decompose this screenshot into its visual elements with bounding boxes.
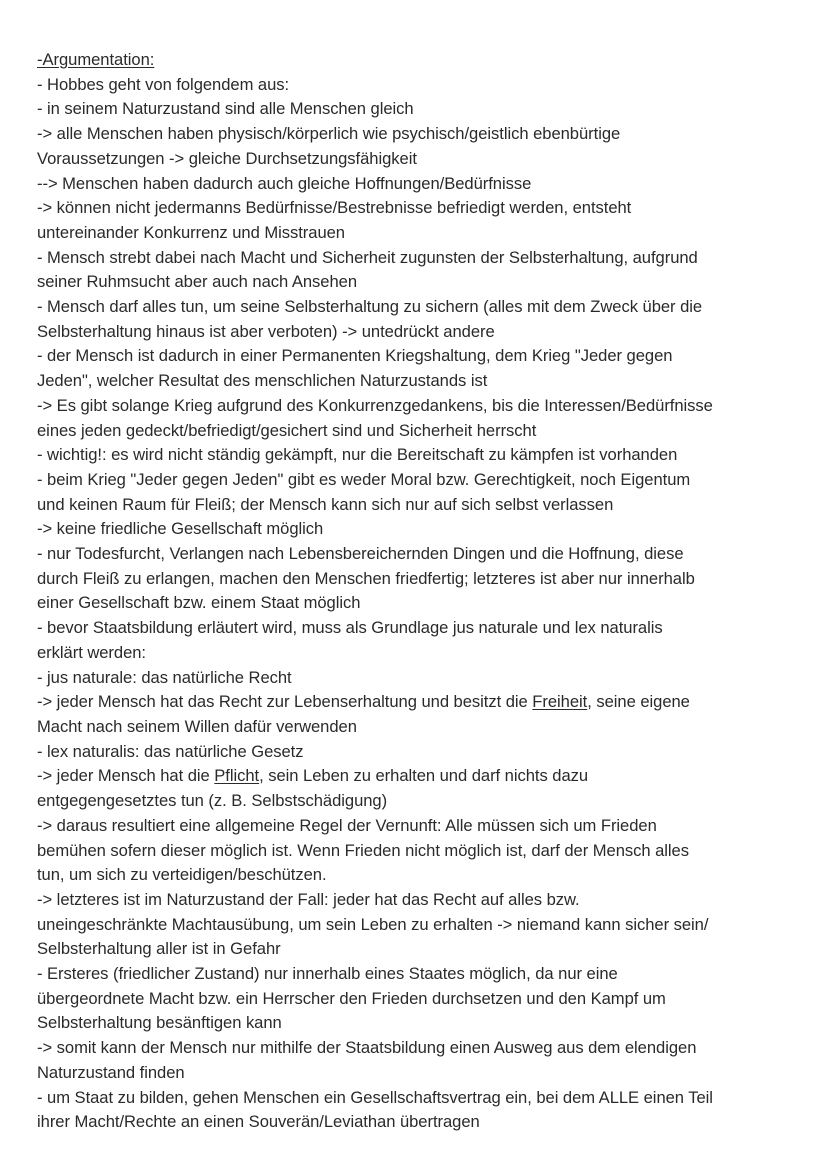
underlined-word-freiheit: Freiheit (532, 692, 588, 712)
text-line: -> Es gibt solange Krieg aufgrund des Konkurrenzgedankens, bis die Interessen/Bedürfnisse (37, 395, 713, 415)
text-fragment: -> jeder Mensch hat die (37, 766, 215, 786)
freiheit-line (37, 690, 817, 715)
text-line: ihrer Macht/Rechte an einen Souverän/Leviathan übertragen (37, 1112, 480, 1132)
pflicht-line (37, 764, 817, 789)
text-line: -> können nicht jedermanns Bedürfnisse/Bestrebnisse befriedigt werden, entsteht (37, 198, 632, 218)
text-line: -> somit kann der Mensch nur mithilfe der Staatsbildung einen Ausweg aus dem elendigen (37, 1038, 697, 1058)
text-fragment: -> jeder Mensch hat das Recht zur Lebenserhaltung und besitzt die (37, 692, 533, 712)
text-line: - nur Todesfurcht, Verlangen nach Lebensbereichernden Dingen und die Hoffnung, diese (37, 544, 684, 564)
text-line: --> Menschen haben dadurch auch gleiche Hoffnungen/Bedürfnisse (37, 173, 532, 193)
text-block-b (37, 715, 817, 764)
text-line: - bevor Staatsbildung erläutert wird, muss als Grundlage jus naturale und lex naturalis (37, 618, 663, 638)
text-line: untereinander Konkurrenz und Misstrauen (37, 222, 345, 242)
text-line: - jus naturale: das natürliche Recht (37, 667, 292, 687)
text-line: Naturzustand finden (37, 1062, 185, 1082)
text-line: Selbsterhaltung aller ist in Gefahr (37, 939, 281, 959)
document-page (37, 48, 817, 1135)
text-line: - Mensch darf alles tun, um seine Selbsterhaltung zu sichern (alles mit dem Zweck über die (37, 297, 703, 317)
text-line: - Mensch strebt dabei nach Macht und Sicherheit zugunsten der Selbsterhaltung, aufgrund (37, 247, 698, 267)
text-line: -> alle Menschen haben physisch/körperlich wie psychisch/geistlich ebenbürtige (37, 124, 621, 144)
text-block-a (37, 73, 817, 691)
text-line: - Hobbes geht von folgendem aus: (37, 74, 290, 94)
text-line: -> keine friedliche Gesellschaft möglich (37, 519, 324, 539)
text-line: - Ersteres (friedlicher Zustand) nur innerhalb eines Staates möglich, da nur eine (37, 964, 618, 984)
text-line: -> letzteres ist im Naturzustand der Fall: jeder hat das Recht auf alles bzw. (37, 889, 580, 909)
text-line: eines jeden gedeckt/befriedigt/gesichert sind und Sicherheit herrscht (37, 420, 537, 440)
text-line: durch Fleiß zu erlangen, machen den Menschen friedfertig; letzteres ist aber nur innerhalb (37, 568, 695, 588)
text-line: übergeordnete Macht bzw. ein Herrscher den Frieden durchsetzen und den Kampf um (37, 988, 666, 1008)
text-line: - wichtig!: es wird nicht ständig gekämpft, nur die Bereitschaft zu kämpfen ist vorhanden (37, 445, 678, 465)
text-line: Macht nach seinem Willen dafür verwenden (37, 716, 357, 736)
text-line: tun, um sich zu verteidigen/beschützen. (37, 865, 327, 885)
section-heading: -Argumentation: (37, 50, 155, 69)
text-line: - beim Krieg "Jeder gegen Jeden" gibt es weder Moral bzw. Gerechtigkeit, noch Eigentum (37, 469, 691, 489)
text-line: - lex naturalis: das natürliche Gesetz (37, 741, 304, 761)
text-line: seiner Ruhmsucht aber auch nach Ansehen (37, 272, 357, 292)
text-line: Selbsterhaltung hinaus ist aber verboten) -> untedrückt andere (37, 321, 495, 341)
text-line: einer Gesellschaft bzw. einem Staat möglich (37, 593, 361, 613)
text-line: erklärt werden: (37, 642, 146, 662)
text-fragment: , sein Leben zu erhalten und darf nichts dazu (259, 766, 589, 786)
text-line: - um Staat zu bilden, gehen Menschen ein Gesellschaftsvertrag ein, bei dem ALLE einen Teil (37, 1087, 713, 1107)
text-line: uneingeschränkte Machtausübung, um sein Leben zu erhalten -> niemand kann sicher sein/ (37, 914, 709, 934)
text-line: - der Mensch ist dadurch in einer Permanenten Kriegshaltung, dem Krieg "Jeder gegen (37, 346, 673, 366)
text-line: entgegengesetztes tun (z. B. Selbstschädigung) (37, 791, 388, 811)
text-block-c (37, 789, 817, 1135)
text-line: -> daraus resultiert eine allgemeine Regel der Vernunft: Alle müssen sich um Frieden (37, 815, 657, 835)
text-fragment: , seine eigene (587, 692, 690, 712)
text-line: Jeden", welcher Resultat des menschlichen Naturzustands ist (37, 371, 488, 391)
text-line: und keinen Raum für Fleiß; der Mensch kann sich nur auf sich selbst verlassen (37, 494, 614, 514)
text-line: - in seinem Naturzustand sind alle Menschen gleich (37, 99, 414, 119)
text-line: Selbsterhaltung besänftigen kann (37, 1013, 282, 1033)
text-line: bemühen sofern dieser möglich ist. Wenn Frieden nicht möglich ist, darf der Mensch alles (37, 840, 689, 860)
underlined-word-pflicht: Pflicht (214, 766, 260, 786)
text-line: Voraussetzungen -> gleiche Durchsetzungsfähigkeit (37, 148, 417, 168)
